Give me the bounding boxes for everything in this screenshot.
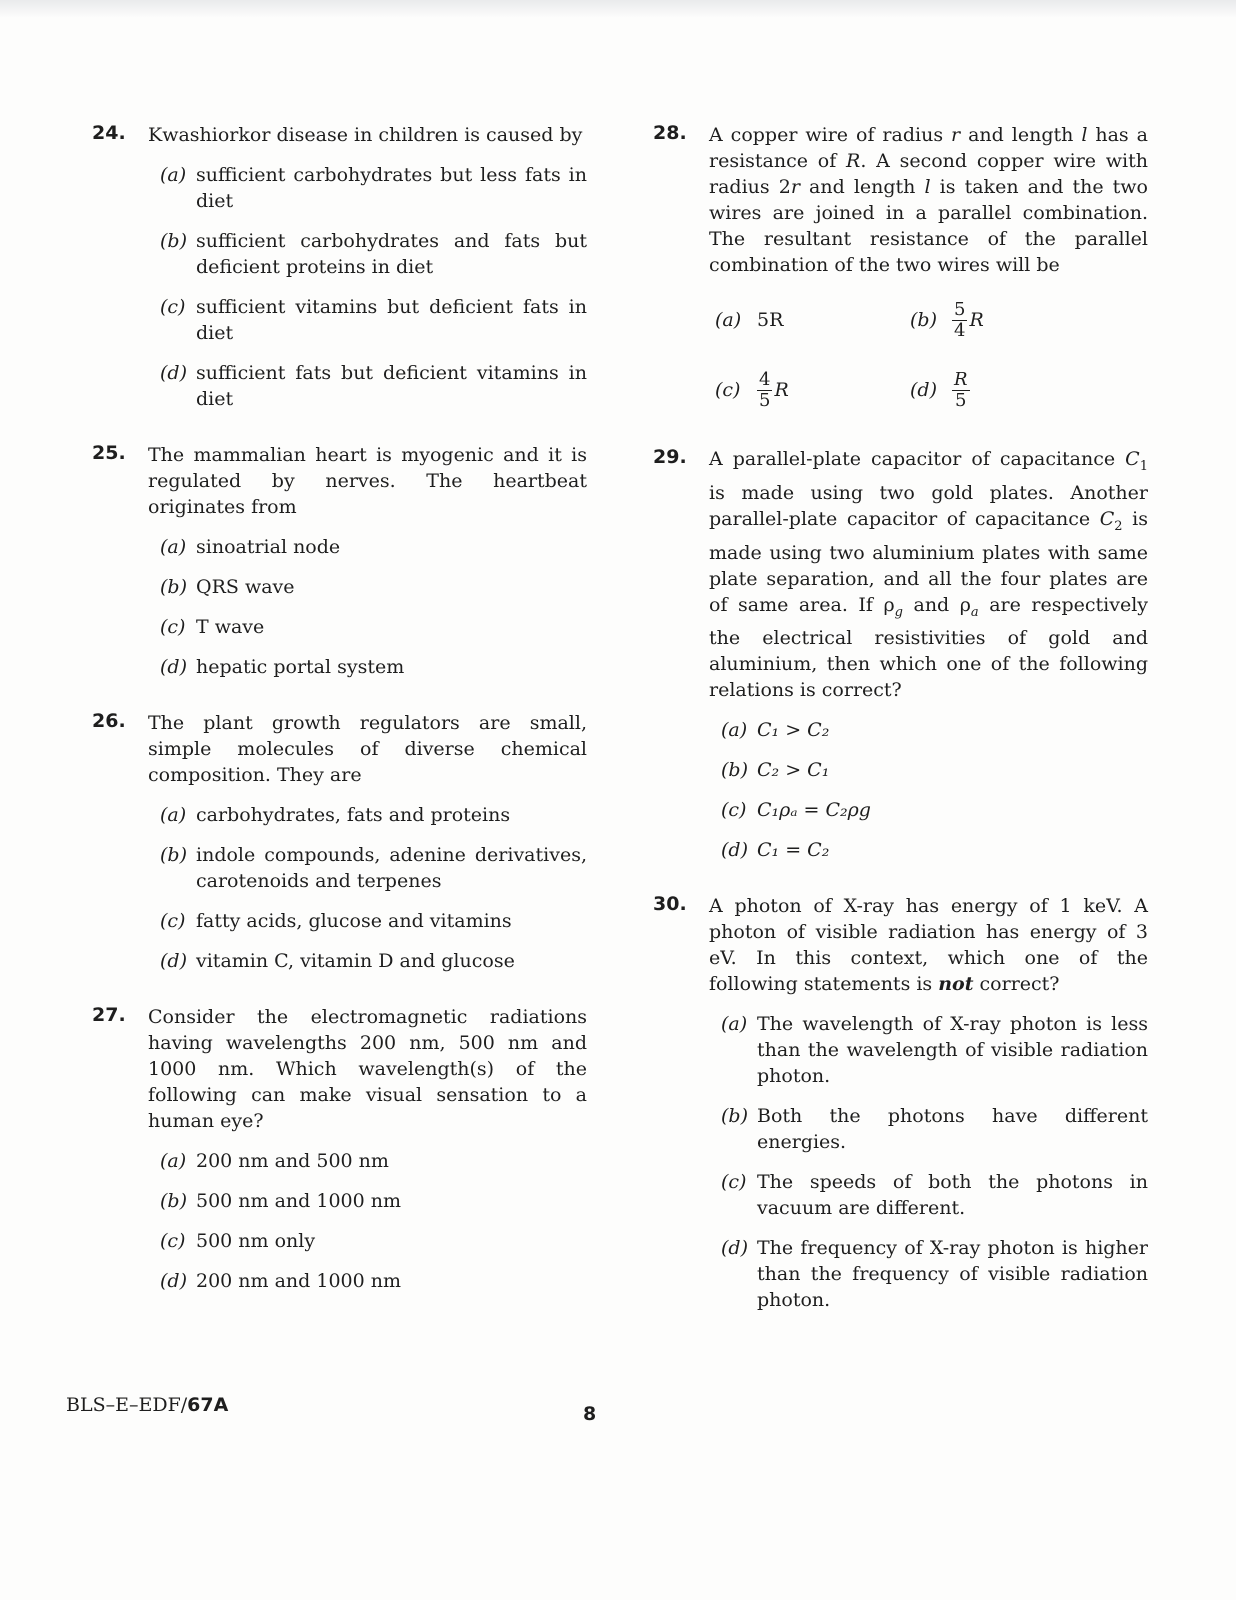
fraction: $\frac{R}{5}$ [954,368,968,411]
options-list [148,162,587,412]
option-b[interactable]: (b) C₂ > C₁ [721,759,830,782]
option-b[interactable]: (b) 500 nm and 1000 nm [160,1190,402,1212]
option-a[interactable]: (a) sinoatrial node [160,536,341,558]
options-list [148,802,587,974]
question-number: 24. [92,122,126,144]
option-c[interactable]: (c) T wave [160,616,265,638]
question-26 [92,710,587,974]
fraction: $\frac{5}{4}$ [954,298,966,341]
question-27 [92,1004,587,1294]
option-a[interactable]: (a) carbohydrates, fats and proteins [160,804,511,826]
question-number: 25. [92,442,126,464]
question-28 [653,122,1148,416]
option-d[interactable]: (d) hepatic portal system [160,656,405,678]
question-number: 28. [653,122,687,144]
options-grid [715,294,1148,416]
question-text: The plant growth regulators are small, simple molecules of diverse chemical composition. They are [148,712,587,786]
option-a[interactable]: (a) The wavelength of X-ray photon is less than the wavelength of visible radiation photon. [721,1013,1148,1088]
option-a[interactable]: (a) sufficient carbohydrates but less fats in diet [160,164,587,212]
scan-top-edge [0,0,1236,18]
option-d[interactable]: (d) The frequency of X-ray photon is higher than the frequency of visible radiation photon. [721,1237,1148,1312]
option-d[interactable]: (d) C₁ = C₂ [721,839,830,862]
option-b[interactable]: (b) indole compounds, adenine derivatives, carotenoids and terpenes [160,844,587,892]
option-d[interactable]: (d) sufficient fats but deficient vitamins in diet [160,362,587,410]
options-list [148,534,587,680]
question-number: 26. [92,710,126,732]
option-a[interactable]: (a) 200 nm and 500 nm [160,1150,389,1172]
booklet-code: BLS–E–EDF/67A [66,1394,229,1416]
options-list [709,717,1148,863]
question-29 [653,446,1148,863]
option-b[interactable]: (b) $\frac{5}{4}$ R [910,298,984,341]
option-c[interactable]: (c) fatty acids, glucose and vitamins [160,910,512,932]
option-c[interactable]: (c) The speeds of both the photons in vacuum are different. [721,1171,1148,1220]
question-30 [653,893,1148,1313]
option-d[interactable]: (d) vitamin C, vitamin D and glucose [160,950,515,972]
option-c[interactable]: (c) $\frac{4}{5}$ R [715,368,789,411]
left-column [92,122,587,1324]
option-a[interactable]: (a) C₁ > C₂ [721,719,830,742]
option-a[interactable]: (a) 5R [715,309,784,331]
question-text: A copper wire of radius r and length l has a resistance of R. A second copper wire with radius 2r and length l is taken and the two wires are joined in a parallel combination. The resultant resistance of the parallel combination of the two wires will be [709,124,1148,276]
option-c[interactable]: (c) 500 nm only [160,1230,316,1252]
option-d[interactable]: (d) 200 nm and 1000 nm [160,1270,402,1292]
option-c[interactable]: (c) sufficient vitamins but deficient fats in diet [160,296,587,344]
question-text: Consider the electromagnetic radiations having wavelengths 200 nm, 500 nm and 1000 nm. Which wavelength(s) of the following can make visual sensation to a human eye? [148,1006,587,1132]
question-number: 29. [653,446,687,468]
question-number: 30. [653,893,687,916]
question-25 [92,442,587,680]
page-number: 8 [583,1403,597,1425]
fraction: $\frac{4}{5}$ [759,368,771,411]
question-text: A photon of X-ray has energy of 1 keV. A photon of visible radiation has energy of 3 eV. In this context, which one of the following statements is not correct? [709,895,1148,996]
option-b[interactable]: (b) sufficient carbohydrates and fats but deficient proteins in diet [160,230,587,278]
option-c[interactable]: (c) C₁ρₐ = C₂ρg [721,799,871,822]
option-b[interactable]: (b) QRS wave [160,576,295,598]
option-d[interactable]: (d) $\frac{R}{5}$ [910,368,968,411]
right-column [653,122,1148,1343]
options-list [709,1011,1148,1313]
options-list [148,1148,587,1294]
question-text: A parallel-plate capacitor of capacitance $C_1$ is made using two gold plates. Another parallel-plate capacitor of capacitance $C_2$ is made using two aluminium plates with same plate separation, and all the four plates are of same area. If $\rho_g$ and $\rho_a$ are respectively the electrical resistivities of gold and aluminium, then which one of the following relations is correct? [709,448,1149,702]
question-text: The mammalian heart is myogenic and it is regulated by nerves. The heartbeat originates from [148,444,587,518]
question-text: Kwashiorkor disease in children is caused by [148,124,583,146]
question-24 [92,122,587,412]
question-number: 27. [92,1004,126,1026]
option-b[interactable]: (b) Both the photons have different energies. [721,1105,1148,1154]
